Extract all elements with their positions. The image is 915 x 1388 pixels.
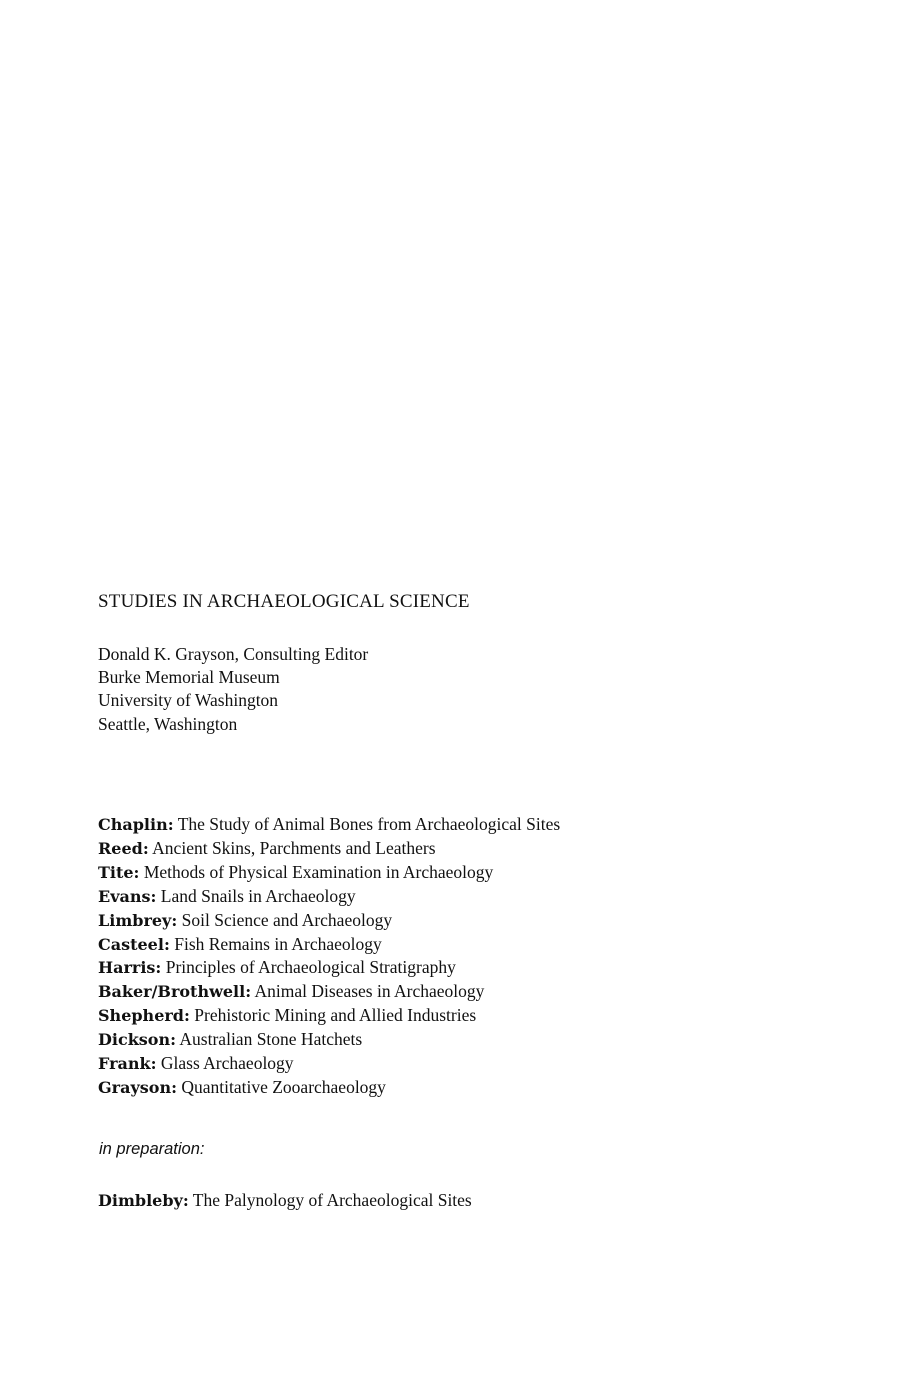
book-author: Shepherd:	[98, 1006, 190, 1026]
list-item	[98, 909, 560, 933]
book-title: Methods of Physical Examination in Archaeology	[143, 861, 494, 882]
published-books-list	[98, 813, 560, 1100]
book-author: Chaplin:	[98, 815, 174, 834]
book-title: Principles of Archaeological Stratigraphy	[165, 957, 456, 978]
list-item	[98, 837, 560, 861]
editor-info	[98, 643, 368, 736]
editor-location: Seattle, Washington	[98, 713, 238, 734]
book-author: Reed:	[98, 838, 149, 858]
book-title: Animal Diseases in Archaeology	[254, 981, 485, 1002]
list-item	[98, 1189, 472, 1212]
editor-name: Donald K. Grayson, Consulting Editor	[98, 644, 369, 664]
book-author: Limbrey:	[98, 910, 178, 930]
editor-university: University of Washington	[98, 690, 279, 711]
series-title: STUDIES IN ARCHAEOLOGICAL SCIENCE	[98, 591, 470, 612]
book-author: Baker/Brothwell:	[98, 982, 252, 1002]
book-author: Casteel:	[98, 934, 170, 954]
book-author: Evans:	[98, 886, 157, 906]
list-item	[98, 956, 560, 980]
book-author: Dimbleby:	[98, 1191, 189, 1210]
list-item	[98, 1004, 560, 1028]
list-item	[98, 885, 560, 909]
book-title: The Palynology of Archaeological Sites	[192, 1190, 472, 1210]
list-item	[98, 1052, 560, 1076]
list-item	[98, 933, 560, 957]
book-title: Fish Remains in Archaeology	[174, 933, 382, 954]
book-author: Harris:	[98, 958, 162, 978]
book-author: Dickson:	[98, 1030, 176, 1050]
book-title: Australian Stone Hatchets	[179, 1029, 363, 1050]
list-item	[98, 1028, 560, 1052]
list-item	[98, 1076, 560, 1100]
book-author: Tite:	[98, 862, 140, 882]
list-item	[98, 813, 560, 837]
book-title: Quantitative Zooarchaeology	[181, 1076, 386, 1097]
book-title: Soil Science and Archaeology	[181, 909, 393, 930]
editor-institution: Burke Memorial Museum	[98, 667, 280, 688]
list-item	[98, 980, 560, 1004]
book-title: The Study of Animal Bones from Archaeological Sites	[177, 814, 561, 834]
list-item	[98, 861, 560, 885]
book-title: Prehistoric Mining and Allied Industries	[194, 1005, 477, 1026]
book-title: Land Snails in Archaeology	[160, 885, 356, 906]
book-author: Frank:	[98, 1054, 157, 1074]
book-author: Grayson:	[98, 1077, 177, 1097]
in-preparation-label: in preparation:	[99, 1140, 205, 1158]
book-title: Glass Archaeology	[160, 1053, 294, 1074]
book-title: Ancient Skins, Parchments and Leathers	[152, 837, 436, 858]
in-preparation-list	[98, 1189, 472, 1212]
